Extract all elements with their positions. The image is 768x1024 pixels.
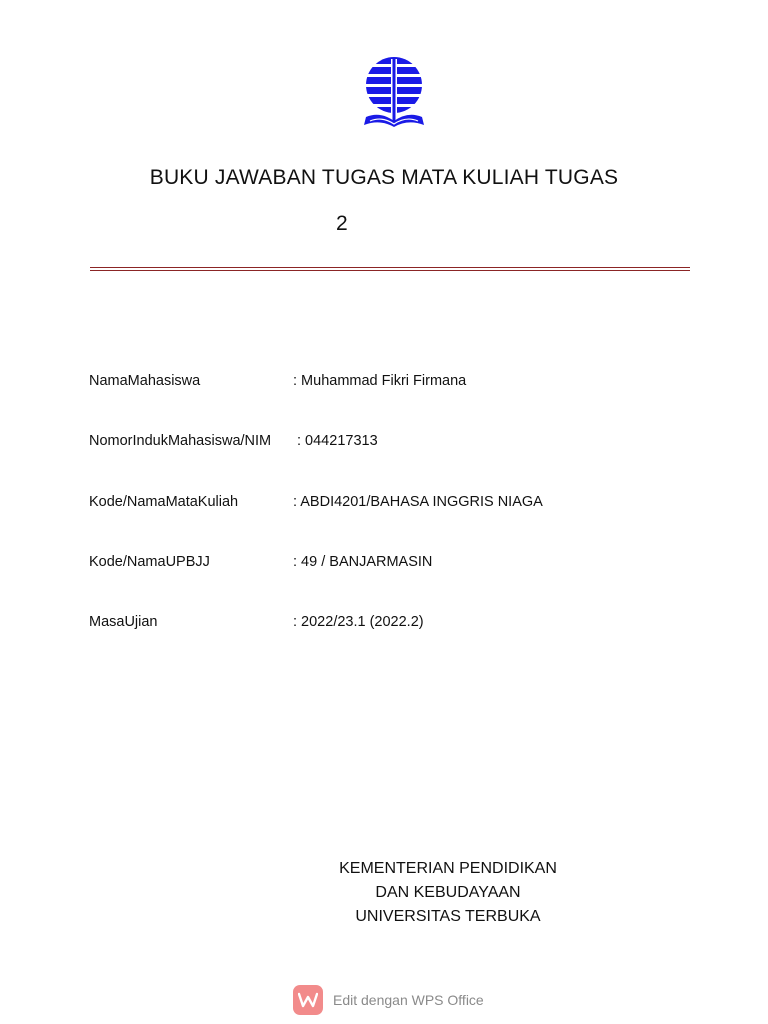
- wps-office-icon: [293, 985, 323, 1015]
- info-value: : 2022/23.1 (2022.2): [293, 614, 424, 630]
- info-row-mata-kuliah: [89, 494, 709, 516]
- info-value: : Muhammad Fikri Firmana: [293, 373, 467, 389]
- institution-line: DAN KEBUDAYAAN: [375, 884, 521, 901]
- info-row-nim: [89, 433, 709, 455]
- wps-edit-link[interactable]: [293, 984, 484, 1016]
- document-title-number: 2: [336, 212, 348, 235]
- wps-edit-label: Edit dengan WPS Office: [333, 992, 484, 1008]
- info-value: : ABDI4201/BAHASA INGGRIS NIAGA: [293, 494, 543, 510]
- title-divider-top: [90, 267, 690, 268]
- info-row-masa-ujian: [89, 614, 709, 636]
- info-label: NomorIndukMahasiswa/NIM: [89, 433, 272, 449]
- institution-line: KEMENTERIAN PENDIDIKAN: [339, 860, 557, 877]
- info-label: Kode/NamaUPBJJ: [89, 554, 210, 570]
- universitas-terbuka-logo: [360, 55, 428, 131]
- info-row-upbjj: [89, 554, 709, 576]
- info-row-nama: [89, 373, 709, 395]
- info-label: Kode/NamaMataKuliah: [89, 494, 239, 510]
- title-divider-bottom: [90, 270, 690, 271]
- document-title: BUKU JAWABAN TUGAS MATA KULIAH TUGAS: [149, 166, 619, 189]
- institution-block: [298, 857, 598, 929]
- info-label: MasaUjian: [89, 614, 158, 630]
- institution-line: UNIVERSITAS TERBUKA: [355, 908, 541, 925]
- info-value: : 49 / BANJARMASIN: [293, 554, 433, 570]
- info-value: : 044217313: [297, 433, 378, 449]
- info-label: NamaMahasiswa: [89, 373, 201, 389]
